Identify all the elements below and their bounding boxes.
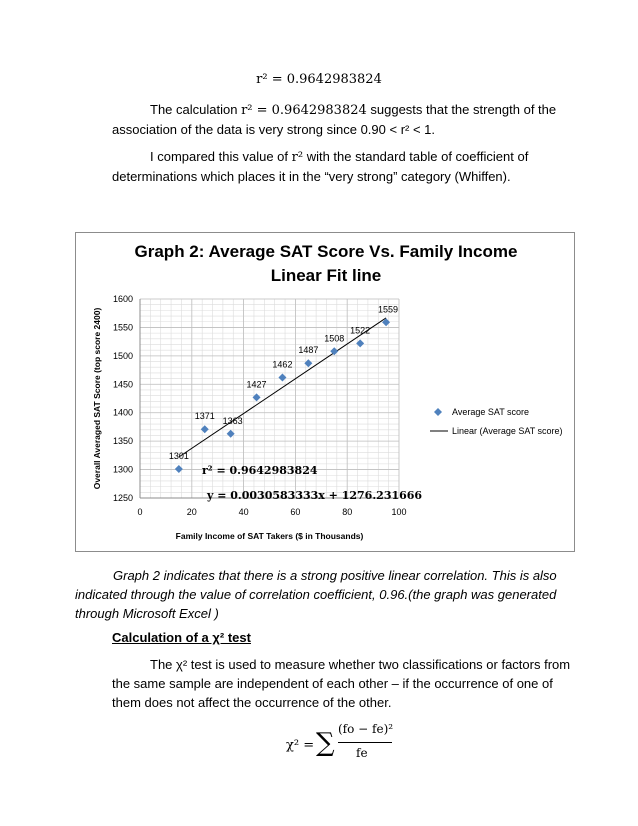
para2-math: r² <box>291 150 304 165</box>
sum-symbol: ∑ <box>316 728 335 758</box>
para1-line2: association of the data is very strong since 0.90 < r² < 1. <box>112 122 436 137</box>
y-tick-label: 1400 <box>112 407 133 418</box>
x-axis-title: Family Income of SAT Takers ($ in Thousands) <box>175 531 364 541</box>
x-tick-label: 100 <box>391 507 407 517</box>
para2-line2: determinations which places it in the “very strong” category (Whiffen). <box>112 169 511 184</box>
chart-container <box>75 232 575 552</box>
x-tick-label: 40 <box>238 507 249 517</box>
legend-marker-diamond <box>434 408 442 416</box>
r-squared-annotation: r² = 0.9642983824 <box>202 464 318 477</box>
para1-text-start: The calculation <box>150 102 242 117</box>
paragraph-r2-strength <box>112 100 557 139</box>
chart-title-line2: Linear Fit line <box>270 266 382 285</box>
data-label: 1301 <box>168 451 189 462</box>
equation-annotation: y = 0.0030583333x + 1276.231666 <box>207 489 423 502</box>
y-axis-title: Overall Averaged SAT Score (top score 2400) <box>92 307 102 490</box>
x-tick-label: 20 <box>186 507 197 517</box>
data-label: 1363 <box>222 415 243 426</box>
formula-denominator: fe <box>356 746 368 760</box>
data-label: 1559 <box>378 304 399 315</box>
para3-line3: them does not affect the occurrence of the other. <box>112 695 392 710</box>
para1-math: r² = 0.9642983824 <box>241 103 367 118</box>
chi-square-formula <box>286 722 406 772</box>
data-label: 1462 <box>272 359 293 370</box>
graph-caption <box>75 566 575 623</box>
data-label: 1427 <box>246 379 267 390</box>
y-tick-label: 1600 <box>112 294 133 304</box>
para3-line1: The χ² test is used to measure whether two classifications or factors from <box>150 657 571 672</box>
fraction-bar <box>338 742 392 743</box>
r-squared-equation: r² = 0.9642983824 <box>256 72 382 87</box>
paragraph-chi-square <box>112 655 571 712</box>
y-tick-label: 1450 <box>112 379 133 390</box>
section-heading: Calculation of a χ² test <box>112 630 251 645</box>
scatter-chart <box>76 233 574 551</box>
y-tick-label: 1250 <box>112 493 133 503</box>
data-label: 1522 <box>350 325 371 336</box>
data-label: 1508 <box>324 333 345 344</box>
para3-line2: the same sample are independent of each other – if the occurrence of one of <box>112 676 553 691</box>
data-label: 1371 <box>194 411 215 422</box>
para1-text-end: suggests that the strength of the <box>366 102 557 117</box>
caption-line2: indicated through the value of correlation coefficient, 0.96.(the graph was generated <box>75 587 557 602</box>
formula-lhs: χ² = <box>286 738 315 753</box>
data-label: 1487 <box>298 345 319 356</box>
legend-label-series: Average SAT score <box>452 407 530 417</box>
y-tick-label: 1500 <box>112 350 133 361</box>
x-tick-label: 60 <box>290 507 301 517</box>
para2-text-end: with the standard table of coefficient of <box>303 149 529 164</box>
paragraph-comparison <box>112 147 532 186</box>
y-tick-label: 1350 <box>112 436 133 447</box>
x-tick-label: 80 <box>342 507 353 517</box>
chart-title-line1: Graph 2: Average SAT Score Vs. Family Income <box>134 242 518 261</box>
legend-label-trendline: Linear (Average SAT score) <box>452 426 563 436</box>
y-tick-label: 1300 <box>112 464 133 475</box>
caption-line1: Graph 2 indicates that there is a strong positive linear correlation. This is also <box>113 568 557 583</box>
caption-line3: through Microsoft Excel ) <box>75 606 219 621</box>
para2-text-start: I compared this value of <box>150 149 292 164</box>
formula-numerator: (fo − fe)² <box>338 722 394 736</box>
y-tick-label: 1550 <box>112 322 133 333</box>
x-tick-label: 0 <box>137 507 143 517</box>
